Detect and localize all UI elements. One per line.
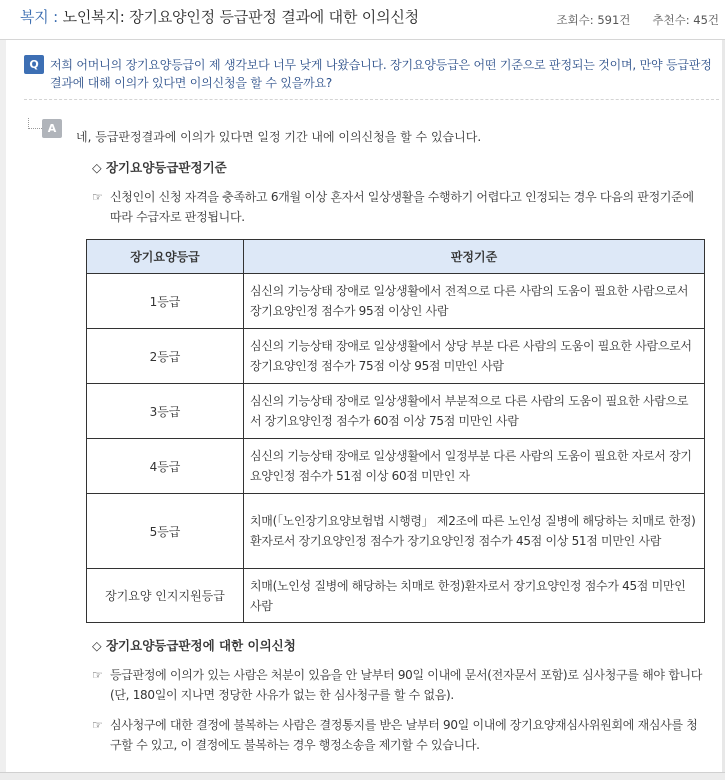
post-stats xyxy=(552,12,719,28)
grade-cell: 3등급 xyxy=(87,384,244,439)
grade-cell: 장기요양 인지지원등급 xyxy=(87,569,244,623)
question-badge-icon: Q xyxy=(24,55,44,74)
criteria-note xyxy=(92,187,706,227)
criteria-cell: 심신의 기능상태 장애로 일상생활에서 전적으로 다른 사람의 도움이 필요한 사람으로서 장기요양인정 점수가 95점 이상인 사람 xyxy=(244,274,705,329)
pointing-hand-icon: ☞ xyxy=(92,718,103,732)
page-title xyxy=(20,6,419,27)
column-header-criteria: 판정기준 xyxy=(244,240,705,274)
section-heading-appeal: ◇ 장기요양등급판정에 대한 이의신청 xyxy=(92,638,296,653)
view-count: 조회수: 591건 xyxy=(556,13,631,27)
appeal-note-text: 심사청구에 대한 결정에 불복하는 사람은 결정통지를 받은 날부터 90일 이내에 장기요양재심사위원회에 재심사를 청구할 수 있고, 이 결정에도 불복하는 경우 행정소송을 제기할 수 있습니다. xyxy=(110,718,698,752)
table-row xyxy=(87,329,705,384)
criteria-cell: 치매(노인성 질병에 해당하는 치매로 한정)환자로서 장기요양인정 점수가 45점 미만인 사람 xyxy=(244,569,705,623)
grade-cell: 5등급 xyxy=(87,494,244,569)
answer-intro: 네, 등급판정결과에 이의가 있다면 일정 기간 내에 이의신청을 할 수 있습니다. xyxy=(76,130,482,144)
criteria-cell: 심신의 기능상태 장애로 일상생활에서 상당 부분 다른 사람의 도움이 필요한 사람으로서 장기요양인정 점수가 75점 이상 95점 미만인 사람 xyxy=(244,329,705,384)
section-heading-criteria: ◇ 장기요양등급판정기준 xyxy=(92,160,227,175)
category-label: 복지 : xyxy=(20,8,59,26)
appeal-note-1 xyxy=(92,665,706,705)
bottom-border-bar xyxy=(0,772,725,780)
grade-cell: 1등급 xyxy=(87,274,244,329)
appeal-note-2 xyxy=(92,715,706,755)
recommend-count: 추천수: 45건 xyxy=(652,13,719,27)
table-row xyxy=(87,384,705,439)
question-block xyxy=(24,54,719,100)
table-row xyxy=(87,274,705,329)
grade-criteria-table xyxy=(86,239,705,623)
question-text: 저희 어머니의 장기요양등급이 제 생각보다 너무 낮게 나왔습니다. 장기요양등급은 어떤 기준으로 판정되는 것이며, 만약 등급판정 결과에 대해 이의가 있다면 이의신청을 할 수 있을까요? xyxy=(50,58,712,90)
criteria-note-text: 신청인이 신청 자격을 충족하고 6개월 이상 혼자서 일상생활을 수행하기 어렵다고 인정되는 경우 다음의 판정기준에 따라 수급자로 판정됩니다. xyxy=(110,190,694,224)
left-margin-bar xyxy=(0,40,6,780)
criteria-cell: 치매(「노인장기요양보험법 시행령」 제2조에 따른 노인성 질병에 해당하는 치매로 한정)환자로서 장기요양인정 점수가 장기요양인정 점수가 45점 이상 51점 미만인 사람 xyxy=(244,494,705,569)
title-text: 노인복지: 장기요양인정 등급판정 결과에 대한 이의신청 xyxy=(62,8,419,26)
grade-cell: 2등급 xyxy=(87,329,244,384)
page-header xyxy=(0,0,725,40)
grade-cell: 4등급 xyxy=(87,439,244,494)
column-header-grade: 장기요양등급 xyxy=(87,240,244,274)
criteria-cell: 심신의 기능상태 장애로 일상생활에서 부분적으로 다른 사람의 도움이 필요한 사람으로서 장기요양인정 점수가 60점 이상 75점 미만인 사람 xyxy=(244,384,705,439)
pointing-hand-icon: ☞ xyxy=(92,668,103,682)
table-row xyxy=(87,494,705,569)
appeal-note-text: 등급판정에 이의가 있는 사람은 처분이 있음을 안 날부터 90일 이내에 문서(전자문서 포함)로 심사청구를 해야 합니다(단, 180일이 지나면 정당한 사유가 없는 한 심사청구를 할 수 없음). xyxy=(110,668,703,702)
table-row xyxy=(87,439,705,494)
answer-badge-icon: A xyxy=(42,119,62,138)
criteria-cell: 심신의 기능상태 장애로 일상생활에서 일정부분 다른 사람의 도움이 필요한 자로서 장기요양인정 점수가 51점 이상 60점 미만인 자 xyxy=(244,439,705,494)
table-header-row xyxy=(87,240,705,274)
table-row xyxy=(87,569,705,623)
pointing-hand-icon: ☞ xyxy=(92,190,103,204)
answer-tree-line xyxy=(28,118,42,129)
